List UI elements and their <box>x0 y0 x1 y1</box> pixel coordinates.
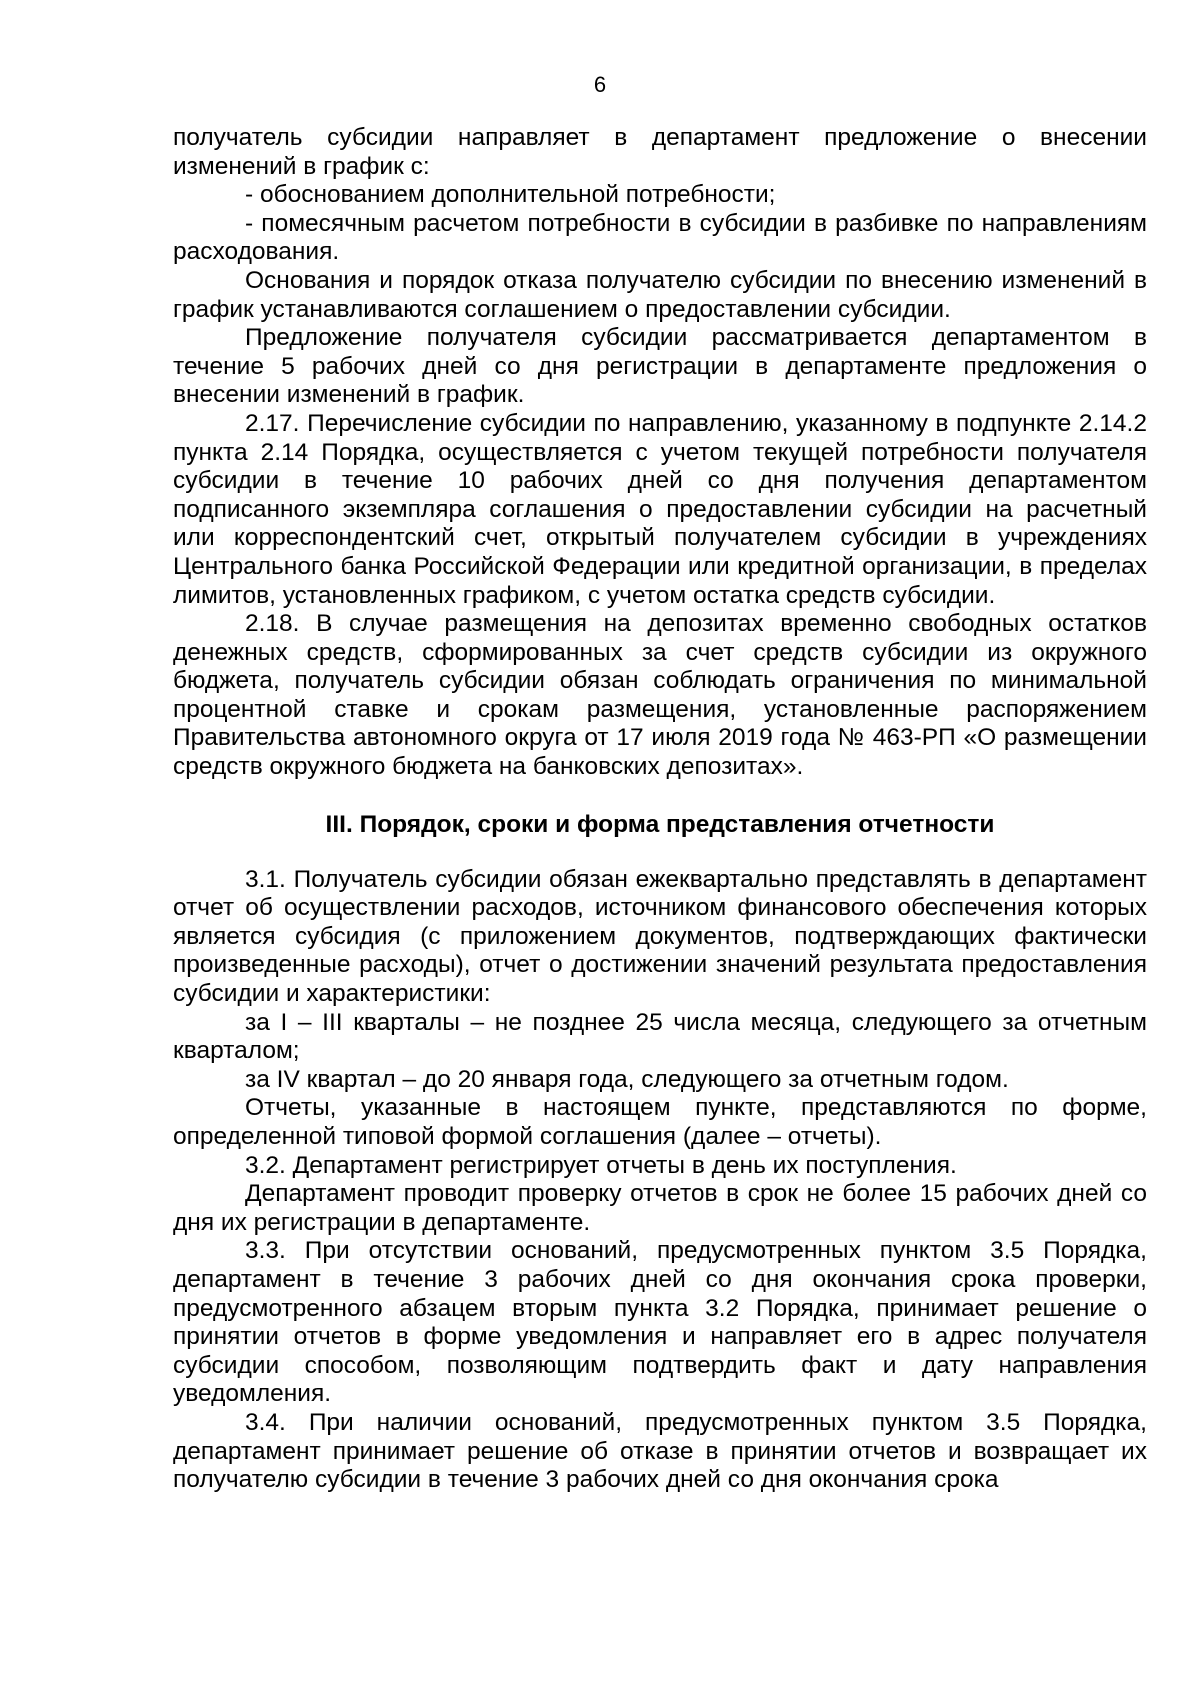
paragraph: Основания и порядок отказа получателю субсидии по внесению изменений в график устанавливаются соглашением о предоставлении субсидии. <box>173 266 1147 323</box>
paragraph: Отчеты, указанные в настоящем пункте, представляются по форме, определенной типовой формой соглашения (далее – отчеты). <box>173 1094 1147 1150</box>
paragraph-3-3: 3.3. При отсутствии оснований, предусмотренных пунктом 3.5 Порядка, департамент в течение 3 рабочих дней со дня окончания срока проверки, предусмотренного абзацем вторым пункта 3.2 Порядка, принимает решение о принятии отчетов в форме уведомления и направляет его в адрес получателя субсидии способом, позволяющим подтвердить факт и дату направления уведомления. <box>173 1237 1147 1408</box>
list-item: - помесячным расчетом потребности в субсидии в разбивке по направлениям расходования. <box>173 209 1147 266</box>
paragraph-2-18: 2.18. В случае размещения на депозитах временно свободных остатков денежных средств, сформированных за счет средств субсидии из окружного бюджета, получатель субсидии обязан соблюдать ограничения по минимальной процентной ставке и срокам размещения, установленные распоряжением Правительства автономного округа от 17 июля 2019 года № 463-РП «О размещении средств окружного бюджета на банковских депозитах». <box>173 610 1147 781</box>
paragraph-3-4: 3.4. При наличии оснований, предусмотренных пунктом 3.5 Порядка, департамент принимает решение об отказе в принятии отчетов и возвращает их получателю субсидии в течение 3 рабочих дней со дня окончания срока <box>173 1408 1147 1494</box>
list-item: - обоснованием дополнительной потребности; <box>245 181 776 209</box>
paragraph-2-17: 2.17. Перечисление субсидии по направлению, указанному в подпункте 2.14.2 пункта 2.14 Порядка, осуществляется с учетом текущей потребности получателя субсидии в течение 10 рабочих дней со дня получения департаментом подписанного экземпляра соглашения о предоставлении субсидии на расчетный или корреспондентский счет, открытый получателем субсидии в учреждениях Центрального банка Российской Федерации или кредитной организации, в пределах лимитов, установленных графиком, с учетом остатка средств субсидии. <box>173 409 1147 609</box>
page-number: 6 <box>593 72 607 97</box>
paragraph: за IV квартал – до 20 января года, следующего за отчетным годом. <box>245 1065 1009 1093</box>
document-body <box>173 124 1147 1495</box>
paragraph-3-2: 3.2. Департамент регистрирует отчеты в день их поступления. <box>245 1151 957 1179</box>
paragraph: Департамент проводит проверку отчетов в срок не более 15 рабочих дней со дня их регистрации в департаменте. <box>173 1180 1147 1236</box>
section-heading: III. Порядок, сроки и форма представления отчетности <box>325 810 995 838</box>
paragraph: за I – III кварталы – не позднее 25 числа месяца, следующего за отчетным кварталом; <box>173 1008 1147 1065</box>
paragraph: получатель субсидии направляет в департамент предложение о внесении изменений в график с: <box>173 124 1147 180</box>
paragraph: Предложение получателя субсидии рассматривается департаментом в течение 5 рабочих дней со дня регистрации в департаменте предложения о внесении изменений в график. <box>173 324 1147 409</box>
paragraph-3-1: 3.1. Получатель субсидии обязан ежеквартально представлять в департамент отчет об осуществлении расходов, источником финансового обеспечения которых является субсидия (с приложением документов, подтверждающих фактически произведенные расходы), отчет о достижении значений результата предоставления субсидии и характеристики: <box>173 865 1147 1008</box>
